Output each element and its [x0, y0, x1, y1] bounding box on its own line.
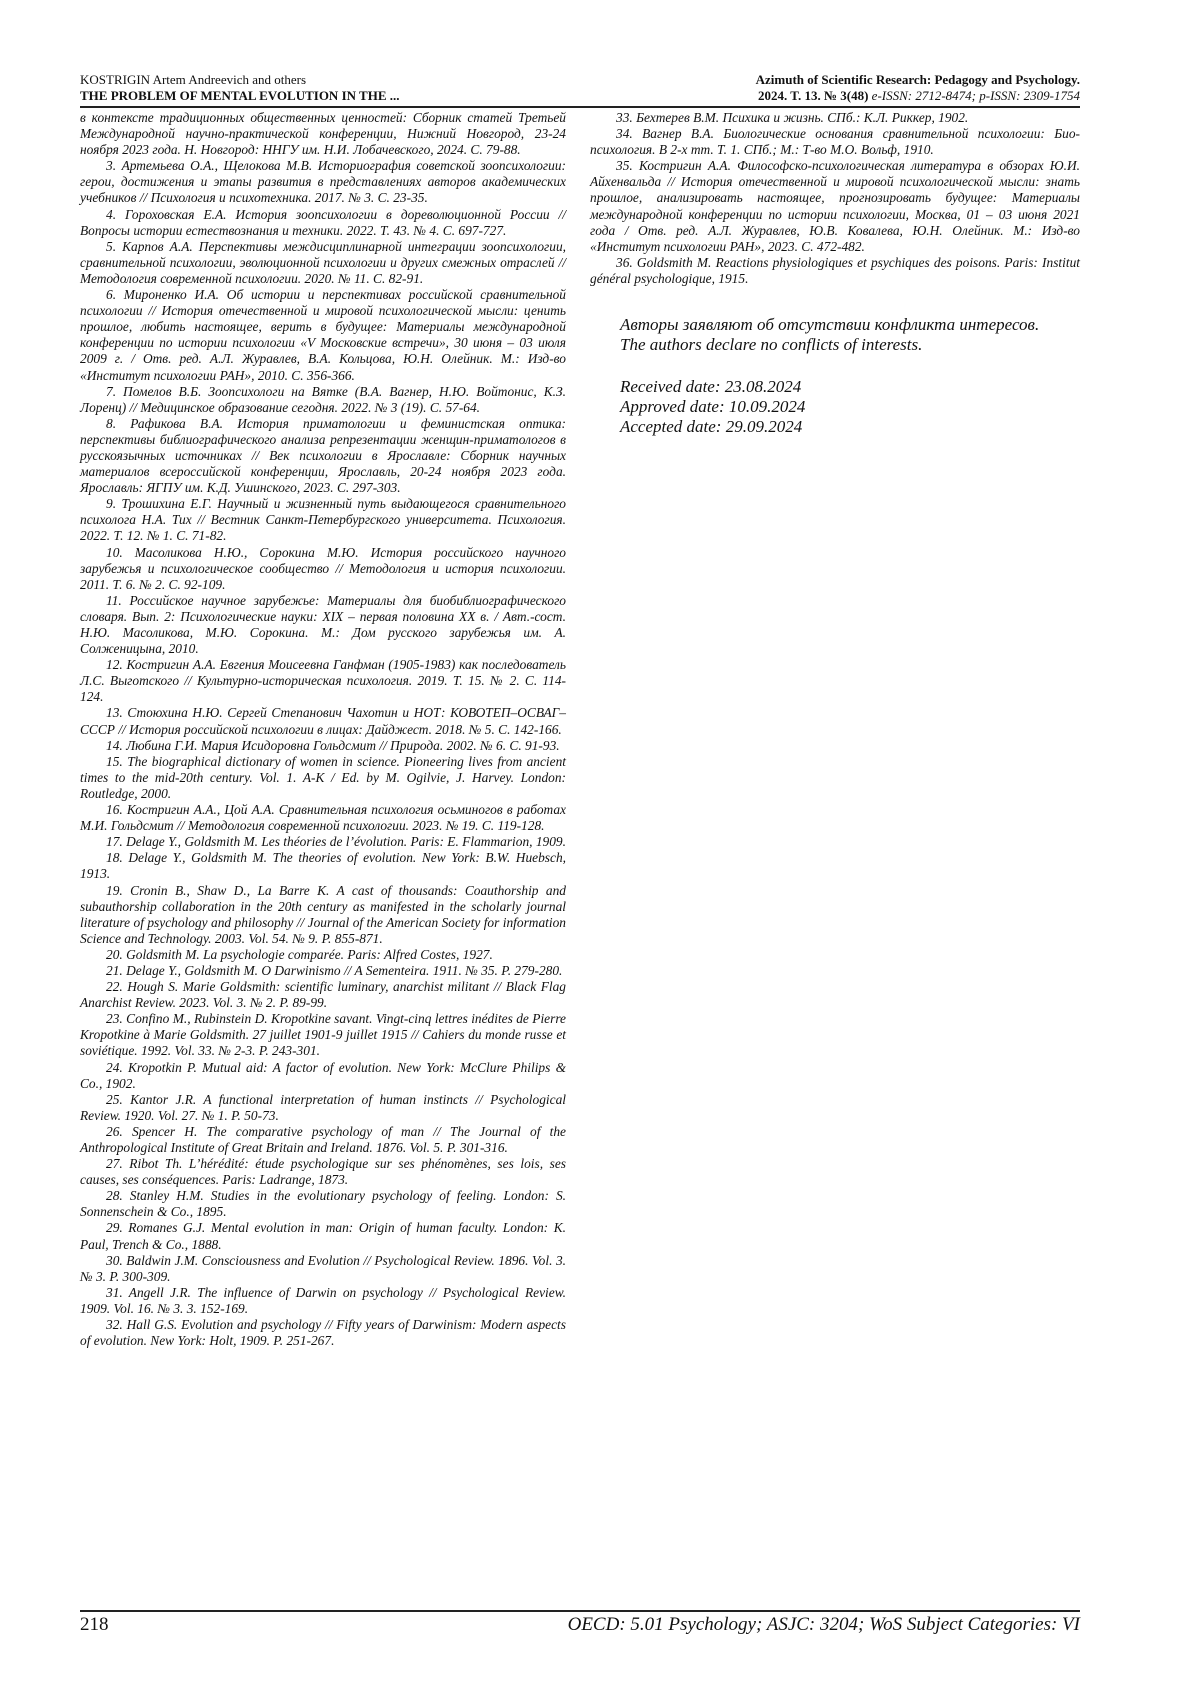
accepted-date: Accepted date: 29.09.2024 [620, 417, 803, 437]
reference-item: 14. Любина Г.И. Мария Исидоровна Гольдсмит // Природа. 2002. № 6. С. 91-93. [106, 737, 560, 753]
reference-item: 35. Костригин А.А. Философско-психологическая литература в обзорах Ю.И. Айхенвальда // История отечественной и мировой психологической мысли: знать прошлое, анализировать настоящее, прогнозировать будущее: Материалы международной конференции по истории психологии, Москва, 01 – 03 июня 2021 года / Отв. ред. А.Л. Журавлев, Ю.В. Ковалева, Ю.Н. Олейник. М.: Изд-во «Институт психологии РАН», 2023. С. 472-482. [590, 158, 1080, 254]
subject-classification: OECD: 5.01 Psychology; ASJC: 3204; WoS Subject Categories: VI [567, 1614, 1080, 1635]
reference-item: 30. Baldwin J.M. Consciousness and Evolution // Psychological Review. 1896. Vol. 3. № 3. P. 300-309. [80, 1252, 566, 1284]
issn: e-ISSN: 2712-8474; p-ISSN: 2309-1754 [868, 88, 1080, 103]
issue-number: 2024. T. 13. № 3(48) [757, 88, 869, 103]
reference-item: 16. Костригин А.А., Цой А.А. Сравнительная психология осьминогов в работах М.И. Гольдсмит // Методология современной психологии. 2023. № 19. С. 119-128. [80, 802, 566, 834]
reference-item: 34. Вагнер В.А. Биологические основания сравнительной психологии: Био-психология. В 2-х тт. Т. 1. СПб.; М.: Т-во М.О. Вольф, 1910. [590, 126, 1080, 158]
authors-line: KOSTRIGIN Artem Andreevich and others [80, 72, 307, 87]
reference-item: 17. Delage Y., Goldsmith M. Les théories de l’évolution. Paris: E. Flammarion, 1909. [106, 834, 566, 850]
approved-date: Approved date: 10.09.2024 [620, 397, 806, 417]
page-header [80, 72, 1080, 108]
reference-item: 27. Ribot Th. L’hérédité: étude psychologique sur ses phénomènes, ses lois, ses causes, ses conséquences. Paris: Ladrange, 1873. [80, 1156, 566, 1188]
short-title-line: THE PROBLEM OF MENTAL EVOLUTION IN THE ... [80, 88, 400, 103]
reference-item: 9. Трошихина Е.Г. Научный и жизненный путь выдающегося сравнительного психолога Н.А. Тих // Вестник Санкт-Петербургского университета. Психология. 2022. Т. 12. № 1. С. 71-82. [80, 496, 566, 544]
reference-item: 31. Angell J.R. The influence of Darwin on psychology // Psychological Review. 1909. Vol. 16. № 3. 3. 152-169. [80, 1284, 566, 1316]
reference-item: 19. Cronin B., Shaw D., La Barre K. A cast of thousands: Coauthorship and subauthorship collaboration in the 20th century as manifested in the scholarly journal literature of psychology and philosophy // Journal of the American Society for information Science and Technology. 2003. Vol. 54. № 9. P. 855-871. [80, 882, 566, 946]
reference-item: 20. Goldsmith M. La psychologie comparée. Paris: Alfred Costes, 1927. [106, 946, 493, 962]
reference-item: 23. Confino M., Rubinstein D. Kropotkine savant. Vingt-cinq lettres inédites de Pierre Kropotkine à Marie Goldsmith. 27 juillet 1901-9 juillet 1915 // Cahiers du monde russe et soviétique. 1992. Vol. 33. № 2-3. P. 243-301. [80, 1011, 566, 1059]
reference-item: 7. Помелов В.Б. Зоопсихологи на Вятке (В.А. Вагнер, Н.Ю. Войтонис, К.З. Лоренц) // Медицинское образование сегодня. 2022. № 3 (19). С. 57-64. [80, 383, 566, 415]
references-right-column [590, 110, 1080, 437]
references-left-column [80, 110, 566, 1349]
reference-item: 36. Goldsmith M. Reactions physiologiques et psychiques des poisons. Paris: Institut général psychologique, 1915. [590, 254, 1080, 286]
reference-item: 18. Delage Y., Goldsmith M. The theories of evolution. New York: B.W. Huebsch, 1913. [80, 850, 566, 882]
running-head-left [80, 72, 400, 104]
reference-item: 29. Romanes G.J. Mental evolution in man: Origin of human faculty. London: K. Paul, Trench & Co., 1888. [80, 1220, 566, 1252]
reference-item: 10. Масоликова Н.Ю., Сорокина М.Ю. История российского научного зарубежья и психологическое сообщество // Методология и история психологии. 2011. Т. 6. № 2. С. 92-109. [80, 544, 566, 592]
reference-item: 6. Мироненко И.А. Об истории и перспективах российской сравнительной психологии // История отечественной и мировой психологической мысли: ценить прошлое, любить настоящее, верить в будущее: Материалы международной конференции по истории психологии «V Московские встречи», 30 июня – 03 июля 2009 г. / Отв. ред. А.Л. Журавлев, В.А. Кольцова, Ю.Н. Олейник. М.: Изд-во «Институт психологии РАН», 2010. С. 356-366. [80, 287, 566, 383]
reference-item: 22. Hough S. Marie Goldsmith: scientific luminary, anarchist militant // Black Flag Anarchist Review. 2023. Vol. 3. № 2. P. 89-99. [80, 979, 566, 1011]
statement-en: The authors declare no conflicts of interests. [620, 335, 923, 355]
reference-item: 4. Гороховская Е.А. История зоопсихологии в дореволюционной России // Вопросы истории естествознания и техники. 2022. Т. 43. № 4. С. 697-727. [80, 206, 566, 238]
reference-item: 15. The biographical dictionary of women in science. Pioneering lives from ancient times to the mid-20th century. Vol. 1. A-K / Ed. by M. Ogilvie, J. Harvey. London: Routledge, 2000. [80, 753, 566, 801]
received-date: Received date: 23.08.2024 [620, 377, 802, 397]
reference-item: 25. Kantor J.R. A functional interpretation of human instincts // Psychological Review. 1920. Vol. 27. № 1. P. 50-73. [80, 1091, 566, 1123]
page-number: 218 [80, 1614, 109, 1635]
reference-item: в контексте традиционных общественных ценностей: Сборник статей Третьей Международной научно-практической конференции, Нижний Новгород, 23-24 ноября 2023 года. Н. Новгород: ННГУ им. Н.И. Лобачевского, 2024. С. 79-88. [80, 110, 566, 158]
statement-ru: Авторы заявляют об отсутствии конфликта интересов. [620, 315, 1040, 335]
issue-line [756, 88, 1080, 104]
running-head-right [756, 72, 1080, 104]
reference-item: 32. Hall G.S. Evolution and psychology // Fifty years of Darwinism: Modern aspects of evolution. New York: Holt, 1909. P. 251-267. [80, 1317, 566, 1349]
reference-item: 12. Костригин А.А. Евгения Моисеевна Ганфман (1905-1983) как последователь Л.С. Выготского // Культурно-историческая психология. 2019. Т. 15. № 2. С. 114-124. [80, 657, 566, 705]
reference-item: 26. Spencer H. The comparative psychology of man // The Journal of the Anthropological Institute of Great Britain and Ireland. 1876. Vol. 5. P. 301-316. [80, 1123, 566, 1155]
reference-item: 11. Российское научное зарубежье: Материалы для биобиблиографического словаря. Вып. 2: Психологические науки: XIX – первая половина XX в. / Авт.-сост. Н.Ю. Масоликова, М.Ю. Сорокина. М.: Дом русского зарубежья им. А. Солженицына, 2010. [80, 592, 566, 657]
journal-name: Azimuth of Scientific Research: Pedagogy and Psychology. [755, 72, 1080, 87]
reference-item: 24. Kropotkin P. Mutual aid: A factor of evolution. New York: McClure Philips & Co., 1902. [80, 1059, 566, 1091]
page-footer [80, 1610, 1080, 1638]
reference-item: 5. Карпов А.А. Перспективы междисциплинарной интеграции зоопсихологии, сравнительной психологии, эволюционной психологии и других смежных отраслей // Методология современной психологии. 2020. № 11. С. 82-91. [80, 238, 566, 286]
reference-item: 28. Stanley H.M. Studies in the evolutionary psychology of feeling. London: S. Sonnenschein & Co., 1895. [80, 1188, 566, 1220]
reference-item: 13. Стоюхина Н.Ю. Сергей Степанович Чахотин и НОТ: КОВОТЕП–ОСВАГ–СССР // История российской психологии в лицах: Дайджест. 2018. № 5. С. 142-166. [80, 705, 566, 737]
reference-item: 8. Рафикова В.А. История приматологии и феминистская оптика: перспективы библиографического анализа репрезентации женщин-приматологов в русскоязычных источниках // Век психологии в Ярославле: Сборник научных материалов всероссийской конференции, Ярославль, 20-24 ноября 2023 года. Ярославль: ЯГПУ им. К.Д. Ушинского, 2023. С. 297-303. [80, 415, 566, 496]
article-dates [590, 377, 1080, 437]
reference-item: 21. Delage Y., Goldsmith M. O Darwinismo // A Sementeira. 1911. № 35. P. 279-280. [106, 962, 563, 978]
reference-item: 3. Артемьева О.А., Щелокова М.В. Историография советской зоопсихологии: герои, достижения и этапы развития в представлениях авторов академических учебников // Психология и психотехника. 2017. № 3. С. 23-35. [80, 158, 566, 206]
reference-item: 33. Бехтерев В.М. Психика и жизнь. СПб.: К.Л. Риккер, 1902. [616, 110, 969, 125]
conflict-of-interest-statement [590, 315, 1080, 355]
